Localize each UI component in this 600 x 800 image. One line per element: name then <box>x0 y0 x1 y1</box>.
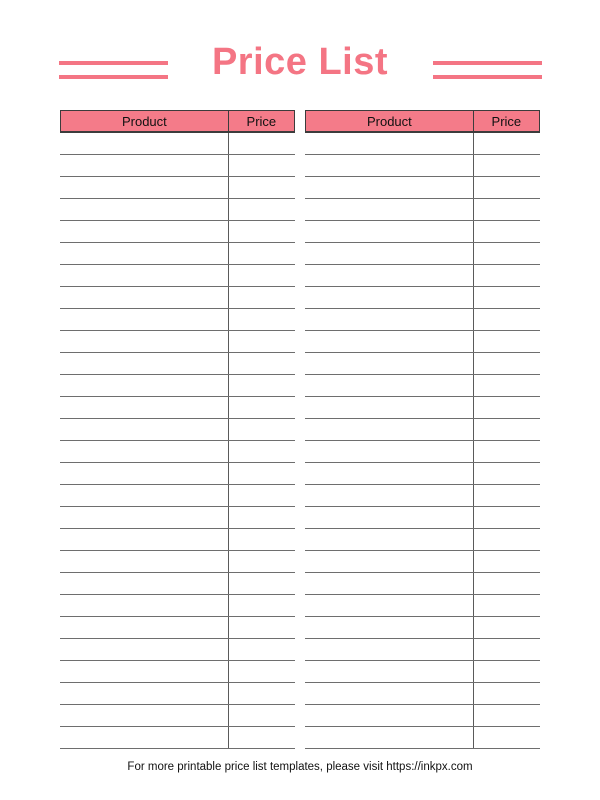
tables-container <box>60 110 540 749</box>
table-row <box>60 221 295 243</box>
price-cell-blank <box>474 727 540 748</box>
product-cell-blank <box>305 617 474 638</box>
price-cell-blank <box>229 375 295 396</box>
product-cell-blank <box>60 199 229 220</box>
table-row <box>305 727 540 749</box>
product-cell-blank <box>60 265 229 286</box>
price-cell-blank <box>229 617 295 638</box>
price-cell-blank <box>229 463 295 484</box>
price-cell-blank <box>229 485 295 506</box>
product-cell-blank <box>60 375 229 396</box>
price-cell-blank <box>229 287 295 308</box>
price-cell-blank <box>229 727 295 748</box>
price-cell-blank <box>474 221 540 242</box>
table-row <box>305 485 540 507</box>
table-row <box>305 375 540 397</box>
product-cell-blank <box>60 133 229 154</box>
price-cell-blank <box>229 529 295 550</box>
table-row <box>60 573 295 595</box>
table-row <box>60 331 295 353</box>
table-row <box>60 617 295 639</box>
product-cell-blank <box>305 177 474 198</box>
table-body <box>305 133 540 749</box>
table-row <box>305 705 540 727</box>
price-cell-blank <box>474 529 540 550</box>
table-row <box>60 727 295 749</box>
table-row <box>60 155 295 177</box>
product-cell-blank <box>305 243 474 264</box>
price-cell-blank <box>474 551 540 572</box>
table-row <box>305 243 540 265</box>
table-row <box>60 265 295 287</box>
product-cell-blank <box>305 397 474 418</box>
product-cell-blank <box>305 309 474 330</box>
product-cell-blank <box>305 419 474 440</box>
price-cell-blank <box>474 331 540 352</box>
table-row <box>305 155 540 177</box>
product-cell-blank <box>60 177 229 198</box>
table-row <box>305 177 540 199</box>
table-row <box>60 353 295 375</box>
price-cell-blank <box>229 199 295 220</box>
product-cell-blank <box>60 397 229 418</box>
product-cell-blank <box>305 331 474 352</box>
product-cell-blank <box>305 199 474 220</box>
table-row <box>305 683 540 705</box>
product-cell-blank <box>305 507 474 528</box>
product-cell-blank <box>305 353 474 374</box>
price-cell-blank <box>229 595 295 616</box>
product-cell-blank <box>305 573 474 594</box>
table-header <box>305 110 540 133</box>
table-row <box>60 485 295 507</box>
price-cell-blank <box>474 133 540 154</box>
table-row <box>305 529 540 551</box>
price-cell-blank <box>229 705 295 726</box>
table-row <box>60 463 295 485</box>
decoration-line <box>433 75 542 79</box>
product-cell-blank <box>305 595 474 616</box>
product-cell-blank <box>305 221 474 242</box>
product-cell-blank <box>305 529 474 550</box>
price-cell-blank <box>229 639 295 660</box>
product-cell-blank <box>60 441 229 462</box>
price-cell-blank <box>229 419 295 440</box>
table-body <box>60 133 295 749</box>
price-cell-blank <box>474 419 540 440</box>
price-cell-blank <box>474 463 540 484</box>
price-cell-blank <box>229 551 295 572</box>
price-table-left <box>60 110 295 749</box>
product-cell-blank <box>305 287 474 308</box>
product-cell-blank <box>60 221 229 242</box>
price-cell-blank <box>474 397 540 418</box>
product-cell-blank <box>60 507 229 528</box>
column-header-price: Price <box>246 113 277 129</box>
product-cell-blank <box>305 375 474 396</box>
table-row <box>305 595 540 617</box>
table-row <box>305 419 540 441</box>
product-cell-blank <box>60 617 229 638</box>
table-row <box>305 331 540 353</box>
price-cell-blank <box>229 661 295 682</box>
title-decoration-right <box>433 61 542 79</box>
product-cell-blank <box>60 573 229 594</box>
product-cell-blank <box>305 705 474 726</box>
price-cell-blank <box>474 309 540 330</box>
product-cell-blank <box>305 265 474 286</box>
price-cell-blank <box>474 441 540 462</box>
price-cell-blank <box>474 199 540 220</box>
table-row <box>305 573 540 595</box>
table-row <box>305 265 540 287</box>
table-row <box>305 463 540 485</box>
price-cell-blank <box>474 683 540 704</box>
table-row <box>305 309 540 331</box>
price-cell-blank <box>229 353 295 374</box>
product-cell-blank <box>60 661 229 682</box>
table-row <box>60 177 295 199</box>
price-cell-blank <box>229 331 295 352</box>
price-cell-blank <box>474 485 540 506</box>
product-cell-blank <box>60 309 229 330</box>
table-row <box>60 287 295 309</box>
price-cell-blank <box>474 507 540 528</box>
table-row <box>60 441 295 463</box>
product-cell-blank <box>305 551 474 572</box>
product-cell-blank <box>60 485 229 506</box>
table-row <box>305 287 540 309</box>
product-cell-blank <box>305 661 474 682</box>
table-row <box>60 309 295 331</box>
price-cell-blank <box>229 573 295 594</box>
table-row <box>60 551 295 573</box>
table-row <box>60 507 295 529</box>
table-row <box>305 617 540 639</box>
table-row <box>60 419 295 441</box>
table-row <box>305 221 540 243</box>
product-cell-blank <box>305 727 474 748</box>
price-cell-blank <box>229 265 295 286</box>
table-row <box>60 705 295 727</box>
product-cell-blank <box>60 727 229 748</box>
price-cell-blank <box>229 683 295 704</box>
price-cell-blank <box>474 155 540 176</box>
price-cell-blank <box>474 375 540 396</box>
product-cell-blank <box>305 485 474 506</box>
product-cell-blank <box>60 155 229 176</box>
table-row <box>60 199 295 221</box>
table-header <box>60 110 295 133</box>
price-cell-blank <box>474 353 540 374</box>
price-table-right <box>305 110 540 749</box>
product-cell-blank <box>305 441 474 462</box>
price-cell-blank <box>229 155 295 176</box>
price-cell-blank <box>229 133 295 154</box>
product-cell-blank <box>60 529 229 550</box>
table-row <box>305 199 540 221</box>
column-header-product: Product <box>306 111 474 131</box>
table-row <box>60 595 295 617</box>
table-row <box>60 661 295 683</box>
price-cell-blank <box>474 617 540 638</box>
table-row <box>305 639 540 661</box>
price-cell-blank <box>474 573 540 594</box>
price-cell-blank <box>229 309 295 330</box>
footer-note: For more printable price list templates, please visit https://inkpx.com <box>127 761 473 773</box>
table-row <box>60 397 295 419</box>
price-cell-blank <box>474 177 540 198</box>
table-row <box>305 441 540 463</box>
product-cell-blank <box>60 639 229 660</box>
column-header-price: Price <box>491 113 522 129</box>
price-cell-blank <box>474 705 540 726</box>
product-cell-blank <box>60 705 229 726</box>
price-cell-blank <box>474 595 540 616</box>
price-cell-blank <box>229 507 295 528</box>
product-cell-blank <box>60 683 229 704</box>
product-cell-blank <box>60 331 229 352</box>
price-cell-blank <box>229 441 295 462</box>
table-row <box>305 353 540 375</box>
product-cell-blank <box>60 595 229 616</box>
table-row <box>60 639 295 661</box>
product-cell-blank <box>60 243 229 264</box>
table-row <box>305 661 540 683</box>
product-cell-blank <box>60 353 229 374</box>
product-cell-blank <box>305 683 474 704</box>
table-row <box>60 683 295 705</box>
price-cell-blank <box>474 287 540 308</box>
table-row <box>60 243 295 265</box>
table-row <box>60 375 295 397</box>
table-row <box>305 551 540 573</box>
price-cell-blank <box>229 397 295 418</box>
price-cell-blank <box>474 243 540 264</box>
decoration-line <box>433 61 542 65</box>
price-cell-blank <box>229 221 295 242</box>
table-row <box>305 507 540 529</box>
product-cell-blank <box>305 463 474 484</box>
price-cell-blank <box>474 639 540 660</box>
table-row <box>60 529 295 551</box>
product-cell-blank <box>60 551 229 572</box>
product-cell-blank <box>60 463 229 484</box>
price-cell-blank <box>474 661 540 682</box>
table-row <box>60 133 295 155</box>
product-cell-blank <box>305 133 474 154</box>
price-cell-blank <box>474 265 540 286</box>
page-title: Price List <box>211 41 389 83</box>
table-row <box>305 397 540 419</box>
price-cell-blank <box>229 243 295 264</box>
table-row <box>305 133 540 155</box>
product-cell-blank <box>305 639 474 660</box>
price-cell-blank <box>229 177 295 198</box>
product-cell-blank <box>60 419 229 440</box>
column-header-product: Product <box>61 111 229 131</box>
product-cell-blank <box>60 287 229 308</box>
product-cell-blank <box>305 155 474 176</box>
